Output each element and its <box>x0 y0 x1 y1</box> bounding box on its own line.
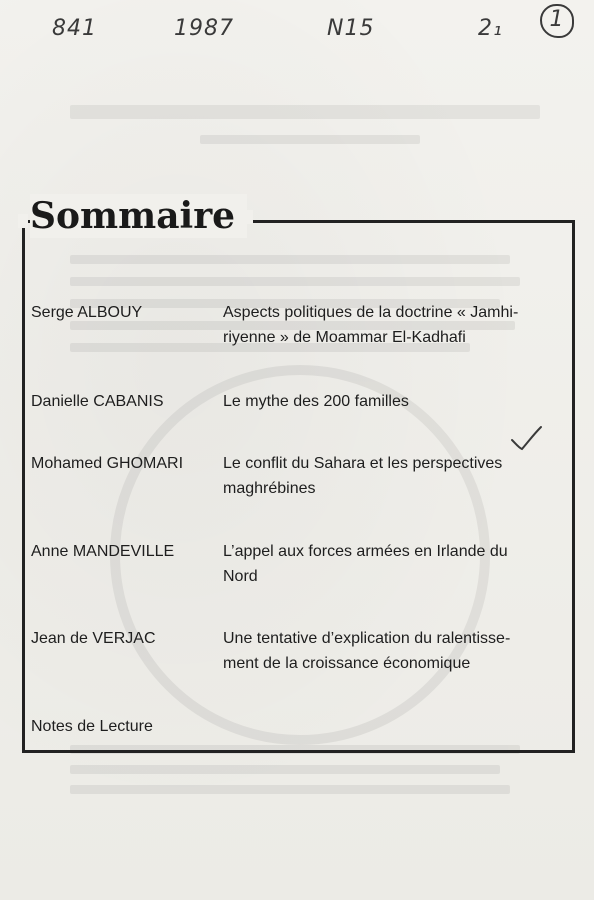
article-line: riyenne » de Moammar El-Kadhafi <box>223 329 466 346</box>
article-line: Le conflit du Sahara et les perspectives <box>223 455 503 472</box>
article-line: Une tentative d’explication du ralentisse- <box>223 630 511 647</box>
handwritten-year: 1987 <box>174 16 234 41</box>
entry-article-title <box>223 539 561 589</box>
entry-author: Mohamed GHOMARI <box>31 455 184 472</box>
entry-article-title <box>223 300 561 350</box>
article-line: Le mythe des 200 familles <box>223 393 409 410</box>
handwritten-issue-number: N15 <box>327 16 375 41</box>
handwritten-circled-number: 1 <box>540 4 574 38</box>
entry-article-title <box>223 626 561 676</box>
entry-author: Serge ALBOUY <box>31 304 143 321</box>
entry-author: Anne MANDEVILLE <box>31 543 175 560</box>
entry-author: Jean de VERJAC <box>31 630 156 647</box>
entry-article-title <box>223 451 561 501</box>
handwritten-copy-mark: 2₁ <box>478 16 503 41</box>
entry-author: Danielle CABANIS <box>31 393 164 410</box>
check-mark-icon <box>508 424 544 452</box>
article-line: Aspects politiques de la doctrine « Jamhi- <box>223 304 519 321</box>
frame-corner-mask <box>18 214 28 228</box>
article-line: L’appel aux forces armées en Irlande du <box>223 543 508 560</box>
entry-author: Notes de Lecture <box>31 718 153 735</box>
article-line: ment de la croissance économique <box>223 655 471 672</box>
page-title: Sommaire <box>30 194 247 238</box>
article-line: Nord <box>223 568 258 585</box>
article-line: maghrébines <box>223 480 316 497</box>
entry-article-title <box>223 389 561 414</box>
handwritten-archive-number: 841 <box>52 16 97 41</box>
